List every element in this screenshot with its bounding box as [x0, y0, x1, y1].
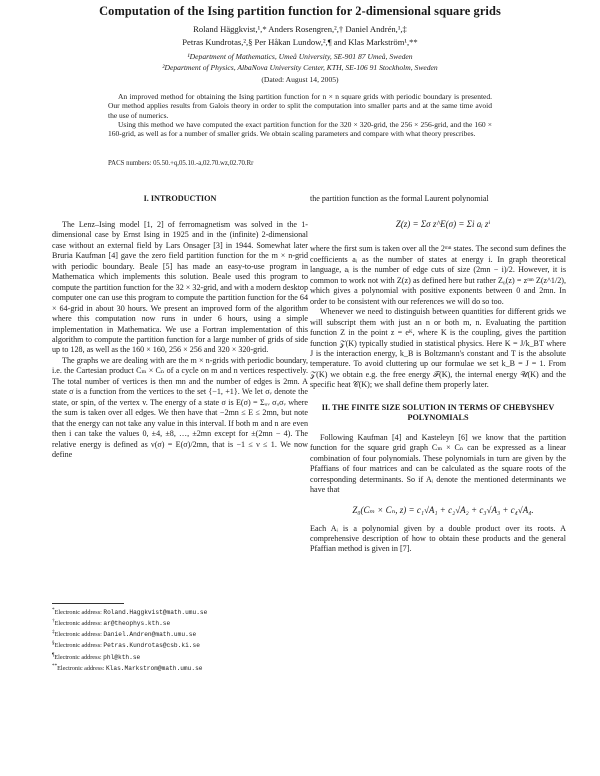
section-heading-chebyshev: II. THE FINITE SIZE SOLUTION IN TERMS OF CHEBYSHEV POLYNOMIALS [321, 402, 555, 422]
email-address[interactable]: Roland.Haggkvist@math.umu.se [103, 609, 208, 617]
author-line-1: Roland Häggkvist,¹,* Anders Rosengren,²,† Daniel Andrén,¹,‡ [193, 24, 407, 34]
affiliation-2: ²Department of Physics, AlbaNova University Center, KTH, SE-106 91 Stockholm, Sweden [162, 63, 438, 72]
footnote: ¶Electronic address: phl@kth.se [52, 651, 141, 661]
email-address[interactable]: Klas.Markstrom@math.umu.se [105, 664, 203, 672]
body-paragraph: Each Aᵢ is a polynomial given by a double product over its roots. A comprehensive description of how to obtain these products and the general Pfaffian method is given in [7]. [310, 523, 566, 554]
abstract [108, 92, 492, 138]
body-paragraph: Whenever we need to distinguish between quantities for different grids we will subscript them with just an n or both m, n. Evaluating the partition function Z in the point z = eᴷ, where K is the coupling, gives the partition function 𝒵(K) typically studied in statistical physics. Here K = J/k_BT where J is the interaction energy, k_B is Boltzmann's constant and T is the absolute temperature. To avoid cluttering up our formulae we set k_B = J = 1. From 𝒵(K) we obtain e.g. the free energy ℱ(K), the internal energy 𝒰(K) and the specific heat 𝒞(K); we shall define them properly later. [310, 307, 566, 390]
footnote: ‡Electronic address: Daniel.Andren@math.umu.se [52, 629, 197, 639]
footnotes [52, 606, 308, 673]
abstract-paragraph: An improved method for obtaining the Ising partition function for n × n square grids with periodic boundary is presented. Our method applies results from Galois theory in order to split the computation into smaller parts and at the same time avoid the use of numerics. [108, 92, 492, 120]
left-column [52, 194, 308, 460]
date-line: (Dated: August 14, 2005) [261, 75, 339, 84]
equation-partition-function: Z(z) = Σσ z^E(σ) = Σi aᵢ zⁱ [395, 219, 491, 230]
email-address[interactable]: ar@theophys.kth.se [103, 620, 171, 628]
abstract-paragraph: Using this method we have computed the exact partition function for the 320 × 320-grid, the 256 × 256-grid, and the 160 × 160-grid, as well as for a number of smaller grids. We obtain scaling parameters and compare with what theory prescribes. [108, 119, 492, 139]
paper-title: Computation of the Ising partition function for 2-dimensional square grids [99, 4, 501, 18]
body-paragraph: the partition function as the formal Laurent polynomial [310, 194, 489, 203]
affiliation-1: ¹Department of Mathematics, Umeå University, SE-901 87 Umeå, Sweden [187, 52, 413, 61]
email-address[interactable]: phl@kth.se [103, 653, 141, 661]
footnote: §Electronic address: Petras.Kundrotas@csb.ki.se [52, 640, 200, 650]
equation-pfaffian-sum: Z₀(Cₘ × Cₙ, z) = c₁√A₁ + c₂√A₂ + c₃√A₃ + c₄√A₄. [352, 504, 534, 515]
footnote: *Electronic address: Roland.Haggkvist@math.umu.se [52, 607, 208, 617]
email-address[interactable]: Petras.Kundrotas@csb.ki.se [103, 642, 200, 650]
author-line-2: Petras Kundrotas,²,§ Per Håkan Lundow,²,¶ and Klas Markström¹,** [182, 37, 418, 47]
footnote: †Electronic address: ar@theophys.kth.se [52, 618, 171, 628]
footnote-divider [52, 603, 124, 604]
body-paragraph: where the first sum is taken over all the 2ᵐⁿ states. The second sum defines the coefficients aᵢ as the number of states at energy i. In graph theoretical language, aᵢ is the number of edge cuts of size (2mn − i)/2. However, it is common to work not with Z(z) as defined here but rather Z₀(z) = zᵐⁿ Z(z^1/2), which gives a polynomial with positive exponents between 0 and 2mn. In order to be consistent with our references we will do so too. [310, 244, 566, 306]
right-column [310, 194, 566, 555]
email-address[interactable]: Daniel.Andren@math.umu.se [103, 631, 197, 639]
pacs-numbers: PACS numbers: 05.50.+q,05.10.-a,02.70.wz,02.70.Rr [108, 160, 254, 167]
body-paragraph: The Lenz–Ising model [1, 2] of ferromagnetism was solved in the 1-dimensional case by Ernst Ising in 1925 and in the (infinite) 2-dimensional case without an external field by Lars Onsager [3] in 1944. Somewhat later Bruria Kaufman [4] gave the zero field partition function for the m × n-grid with periodic boundary. Beale [5] has made an easy-to-use program in Mathematica which implements this solution. Beale used this program to compute the partition function for the 32 × 32-grid, and with a modern desktop computer one can use this program to compute the partition function for the 64 × 64-grid in about 30 hours. We present an improved form of the algorithm where this computation now runs in under 6 hours, using a simple implementation in Mathematica. We use a Fortran implementation of this algorithm to compute the partition function for a large number of grids of side up to 128, as well as the 160 × 160, 256 × 256 and 320 × 320-grid. [52, 220, 308, 355]
footnote: **Electronic address: Klas.Markstrom@math.umu.se [52, 662, 203, 672]
body-paragraph: The graphs we are dealing with are the m × n-grids with periodic boundary, i.e. the Cartesian product Cₘ × Cₙ of a cycle on m and n vertices respectively. The total number of vertices is then mn and the number of edges is 2mn. A state σ is a function from the vertices to the set {−1, +1}. We let σᵥ denote the state, or spin, of the vertex v. The energy of a state σ is E(σ) = Σᵤᵥ σᵤσᵥ where the sum is taken over all edges. We then have that −2mn ≤ E ≤ 2mn, but note that the energy can not take any value in this interval. If both m and n are even then i can take the values 0, ±4, ±8, …, ±2mn except for ±(2mn − 4). The relative energy is defined as ν(σ) = E(σ)/2mn, that is −1 ≤ ν ≤ 1. We now define [52, 355, 308, 459]
section-heading-introduction: I. INTRODUCTION [143, 194, 217, 203]
body-paragraph: Following Kaufman [4] and Kasteleyn [6] we know that the partition function for the square grid graph Cₘ × Cₙ can be expressed as a linear combination of four polynomials. These polynomials in turn are given by the Pfaffians of four matrices and can be calculated as the square roots of the corresponding determinants. So if Aᵢ denote the mentioned determinants we have that [310, 432, 566, 495]
